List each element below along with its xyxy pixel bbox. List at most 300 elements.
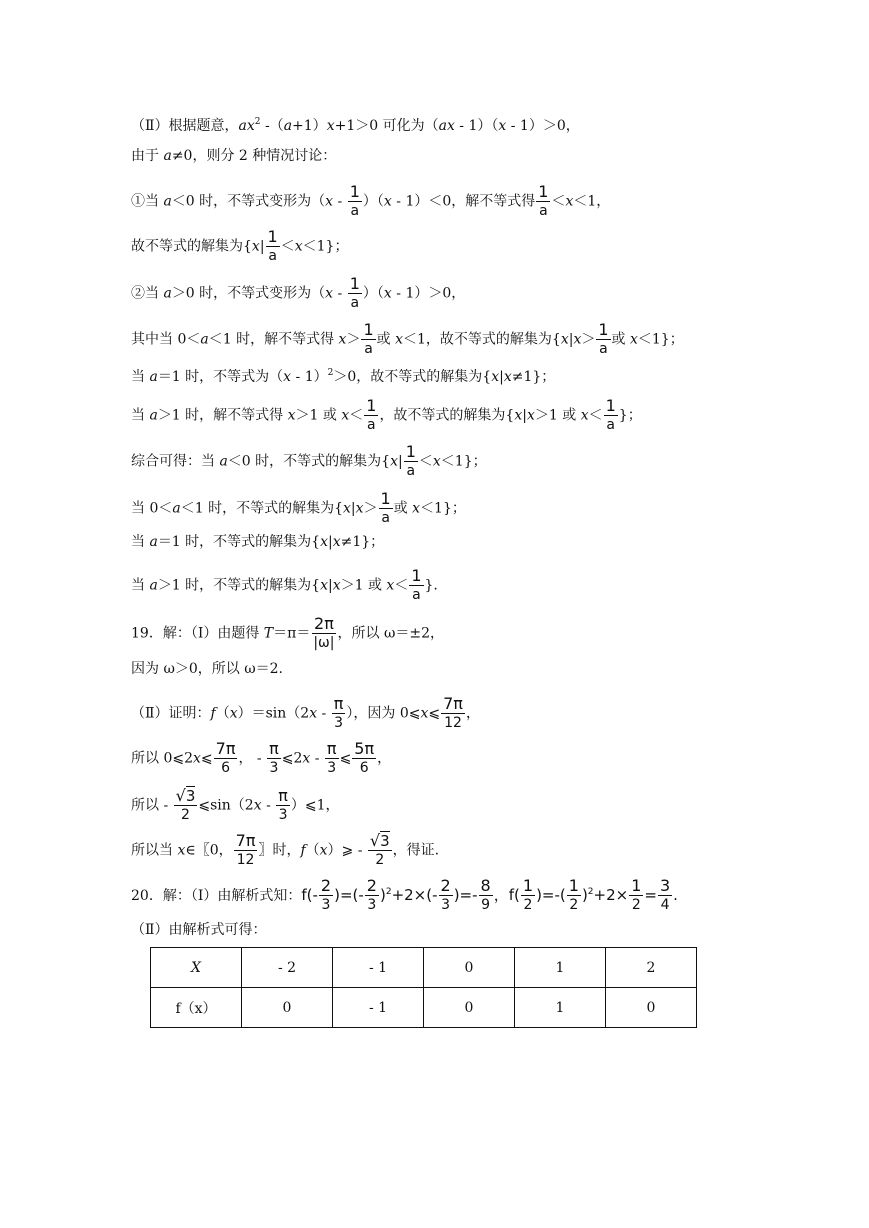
fraction	[536, 183, 550, 220]
var: x	[560, 331, 569, 348]
text: }；	[618, 407, 642, 424]
exponent: 2	[327, 368, 334, 378]
var: x	[526, 407, 535, 424]
var: x	[325, 193, 334, 210]
text: （	[305, 842, 320, 859]
text: |	[259, 238, 265, 255]
text: ＞1 或	[295, 407, 342, 424]
fraction	[604, 397, 618, 434]
fraction	[379, 490, 393, 527]
text-line-12	[131, 567, 438, 604]
fraction	[266, 228, 280, 265]
fraction	[441, 695, 465, 732]
denominator: 9	[481, 897, 491, 913]
denominator: 3	[269, 760, 279, 776]
var: x	[420, 705, 429, 722]
var: x	[302, 750, 311, 767]
text: ＜	[394, 577, 409, 594]
var: x	[320, 577, 328, 594]
denominator: 4	[660, 897, 670, 913]
numerator: 1	[349, 274, 360, 293]
text: ⩽	[200, 750, 213, 767]
var: a	[149, 534, 158, 550]
denominator: |ω|	[313, 635, 335, 651]
text: ＞1 或	[340, 577, 387, 594]
text-line-2	[131, 146, 336, 166]
text: ＜1，故不等式的解集为{	[402, 331, 561, 348]
text: +2×(-	[391, 886, 438, 904]
numerator: 1	[267, 227, 278, 246]
text: f(-	[301, 886, 318, 904]
denominator: a	[350, 203, 360, 219]
table-cell: - 1	[333, 948, 424, 988]
text: ＝1 时，不等式为（	[157, 369, 284, 385]
numerator: 7π	[443, 694, 463, 713]
var: x	[287, 407, 296, 424]
text: ，	[377, 750, 392, 767]
text: （	[215, 705, 230, 722]
text: |	[397, 453, 403, 470]
text: ，所以 ω＝±2，	[337, 625, 445, 642]
var: x	[491, 369, 500, 385]
var: x	[229, 705, 238, 722]
numerator: π	[333, 694, 344, 713]
text: （Ⅱ）根据题意，	[131, 118, 239, 134]
fraction	[439, 877, 453, 914]
text: ，得证.	[392, 842, 440, 859]
numerator: 1	[568, 876, 579, 895]
text: ＜1，	[573, 193, 611, 210]
denominator: 12	[236, 852, 255, 868]
denominator: a	[606, 417, 615, 433]
text: ＝1 时，不等式的解集为{	[157, 534, 321, 550]
text: ），因为 0⩽	[346, 705, 421, 722]
text-line-7	[131, 363, 555, 387]
fraction	[174, 787, 198, 824]
denominator: 3	[367, 897, 377, 913]
text: ＜0 时，不等式的解集为{	[227, 453, 391, 470]
var: a	[149, 577, 158, 594]
sqrt: √3	[175, 786, 196, 805]
fraction	[214, 740, 238, 777]
text-line-14	[131, 659, 283, 679]
text: ＞	[346, 331, 361, 348]
text: （Ⅱ）证明：	[131, 705, 211, 722]
var: x	[383, 285, 392, 302]
numerator: 1	[411, 566, 422, 585]
var: ax	[238, 118, 255, 134]
fraction	[348, 183, 362, 220]
numerator	[368, 832, 392, 851]
denominator: 6	[221, 760, 230, 776]
denominator: a	[406, 463, 416, 479]
numerator: 3	[659, 876, 671, 895]
text: }.	[424, 577, 438, 594]
text: -	[317, 705, 331, 722]
text: ，f(	[493, 886, 520, 904]
text: ，	[465, 705, 480, 722]
text: 当	[131, 407, 150, 424]
var: x	[629, 331, 638, 348]
text: 当	[131, 369, 150, 385]
text: ＜1 时，不等式的解集为{	[180, 500, 343, 517]
text: )=-	[453, 886, 478, 904]
fraction	[404, 443, 418, 480]
text: ）（	[362, 193, 384, 210]
var: x	[326, 118, 335, 134]
var: x	[503, 369, 512, 385]
denominator: a	[367, 417, 376, 433]
text-line-4	[131, 228, 348, 265]
var: x	[309, 705, 318, 722]
exponent: 2	[385, 887, 392, 897]
text: ， -	[238, 750, 267, 767]
text-line-20	[131, 920, 267, 940]
text: ＞	[581, 331, 596, 348]
var: x	[386, 577, 395, 594]
radicand: 3	[185, 787, 196, 805]
table-cell: - 1	[333, 988, 424, 1028]
var: a	[163, 148, 172, 164]
denominator: a	[599, 341, 608, 357]
table-cell: 0	[424, 988, 515, 1028]
var: x	[332, 534, 341, 550]
var: x	[498, 118, 507, 134]
value-table	[150, 947, 697, 1028]
fraction	[629, 877, 643, 914]
sqrt: √3	[369, 831, 390, 850]
text: - 1）＞0，	[391, 285, 466, 302]
text: ⩽sin（2	[198, 797, 254, 814]
var: a	[219, 453, 228, 470]
var: x	[332, 577, 341, 594]
exponent: 2	[254, 117, 261, 127]
denominator: 3	[321, 897, 331, 913]
fraction	[348, 275, 362, 312]
var: a	[200, 331, 209, 348]
text: ＞1 时，解不等式得	[157, 407, 288, 424]
text: 或	[611, 331, 630, 348]
numerator: 1	[349, 182, 360, 201]
table-cell: 1	[515, 988, 606, 1028]
text: ＞1 或	[534, 407, 581, 424]
numerator: 1	[405, 442, 416, 461]
text: ∈〖0，	[185, 842, 233, 859]
numerator: 2	[366, 876, 377, 895]
text: （Ⅱ）由解析式可得：	[131, 922, 267, 938]
text: - 1）（	[454, 118, 499, 134]
text-line-6	[131, 321, 684, 358]
text-line-9	[131, 443, 487, 480]
text: -	[333, 193, 347, 210]
table-cell: 0	[242, 988, 333, 1028]
text: ，故不等式的解集为{	[379, 407, 515, 424]
table-row	[151, 948, 697, 988]
denominator: a	[364, 341, 373, 357]
denominator: 2	[631, 897, 641, 913]
text: .	[673, 886, 678, 904]
text: )	[379, 886, 386, 904]
numerator	[174, 787, 198, 806]
text: +2×	[593, 886, 629, 904]
text-line-3	[131, 183, 610, 220]
denominator: 3	[278, 807, 288, 823]
fraction	[479, 877, 493, 914]
text: |	[522, 407, 527, 424]
text: ）⩾ -	[327, 842, 367, 859]
text: 当	[131, 534, 150, 550]
var: x	[565, 193, 574, 210]
var: x	[383, 193, 392, 210]
text-line-1	[131, 112, 580, 136]
exponent: 2	[587, 887, 594, 897]
denominator: a	[268, 248, 277, 264]
text: |	[499, 369, 504, 385]
text: ＜1 时，解不等式得	[208, 331, 339, 348]
text: ≠1}；	[511, 369, 556, 385]
text: - 1）＞0，	[506, 118, 580, 134]
var: x	[338, 331, 347, 348]
text: 综合可得：当	[131, 453, 220, 470]
text: 其中当 0＜	[131, 331, 201, 348]
text: 由于	[131, 148, 164, 164]
var: x	[253, 797, 262, 814]
numerator: 1	[366, 396, 377, 415]
text-line-11	[131, 532, 384, 552]
denominator: a	[381, 510, 390, 526]
text: ＞	[363, 500, 378, 517]
fraction	[364, 397, 378, 434]
text: ＞0 时，不等式变形为（	[171, 285, 326, 302]
numerator: 7π	[215, 739, 236, 758]
text: )	[581, 886, 588, 904]
numerator: 7π	[235, 831, 256, 850]
denominator: 2	[569, 897, 579, 913]
var: x	[341, 407, 350, 424]
fraction	[325, 740, 339, 777]
text: ＜	[588, 407, 603, 424]
text: ＜	[418, 453, 433, 470]
fraction	[596, 321, 610, 358]
formula	[301, 876, 678, 913]
numerator: 2	[320, 876, 332, 895]
fraction	[521, 877, 535, 914]
numerator: 1	[380, 489, 391, 508]
fraction	[311, 615, 336, 652]
fraction	[332, 695, 346, 732]
text-line-15	[131, 695, 480, 732]
denominator: 12	[444, 715, 462, 731]
var: x	[193, 750, 201, 767]
text: |	[327, 534, 333, 550]
numerator: 1	[598, 320, 609, 339]
text: 所以 -	[131, 797, 173, 814]
text: ＜	[280, 238, 295, 255]
text: ＜1}；	[637, 331, 684, 348]
numerator: π	[326, 739, 337, 758]
text: =	[644, 886, 657, 904]
fraction	[352, 740, 376, 777]
text: ＜	[551, 193, 566, 210]
numerator: 1	[538, 182, 549, 201]
text: |	[327, 577, 333, 594]
fraction	[276, 787, 290, 824]
text: ①当	[131, 193, 164, 210]
table-cell: 0	[424, 948, 515, 988]
numerator: 1	[522, 876, 534, 895]
text: ⩽	[339, 750, 352, 767]
text: 当	[131, 577, 150, 594]
numerator: 8	[480, 876, 491, 895]
text-line-8	[131, 397, 642, 434]
text: ＞0，故不等式的解集为{	[333, 369, 492, 385]
text: )=-(	[536, 886, 566, 904]
text: ＜0 时，不等式变形为（	[171, 193, 326, 210]
text: - 1）	[291, 369, 328, 385]
var: x	[573, 331, 582, 348]
var: x	[177, 842, 186, 859]
text: ）⩽1，	[290, 797, 340, 814]
text: 20．解：（Ⅰ）由解析式知：	[131, 888, 302, 904]
var: a	[283, 118, 293, 134]
text: 19．解：（Ⅰ）由题得	[131, 625, 264, 642]
text-line-17	[131, 787, 340, 824]
var: f	[300, 842, 306, 859]
var: ax	[438, 118, 455, 134]
fraction	[319, 877, 333, 914]
denominator: 3	[334, 715, 344, 731]
radicand: 3	[380, 832, 390, 850]
fraction	[361, 321, 375, 358]
text: )=(-	[334, 886, 364, 904]
var: x	[251, 238, 260, 255]
text: 或	[393, 500, 413, 517]
text: 〗时，	[258, 842, 301, 859]
var: x	[432, 453, 441, 470]
var: a	[172, 500, 181, 517]
numerator: 1	[363, 320, 374, 339]
table-cell: f（x）	[151, 988, 242, 1028]
denominator: 6	[359, 760, 369, 776]
text: -	[333, 285, 347, 302]
numerator: 1	[631, 876, 642, 895]
text: ）＝sin（2	[237, 705, 310, 722]
var: a	[149, 407, 158, 424]
var: x	[319, 842, 328, 859]
fraction	[234, 832, 258, 869]
var: x	[514, 407, 523, 424]
var: x	[325, 285, 334, 302]
text: ＜1}；	[420, 500, 466, 517]
denominator: 2	[375, 852, 385, 868]
var: x	[412, 500, 421, 517]
numerator: π	[278, 786, 288, 805]
var: x	[342, 500, 351, 517]
text: ＜1}；	[302, 238, 349, 255]
numerator: 2π	[314, 614, 334, 633]
var: a	[163, 193, 172, 210]
text-line-18	[131, 832, 439, 869]
fraction	[267, 740, 281, 777]
fraction	[409, 567, 423, 604]
text: ⩽	[428, 705, 441, 722]
denominator: 3	[327, 760, 337, 776]
text: ＝π＝	[273, 625, 311, 642]
denominator: a	[350, 295, 360, 311]
text: - 1）＜0，解不等式得	[391, 193, 536, 210]
table-cell: 1	[515, 948, 606, 988]
text: ⩽2	[281, 750, 303, 767]
denominator: a	[412, 587, 421, 603]
text: 所以 0⩽2	[131, 750, 193, 767]
var: a	[163, 285, 172, 302]
text: 当 0＜	[131, 500, 173, 517]
table-row	[151, 988, 697, 1028]
text-line-5	[131, 275, 465, 312]
var: x	[580, 407, 589, 424]
denominator: 2	[181, 807, 190, 823]
var: x	[283, 369, 292, 385]
text: -	[310, 750, 324, 767]
fraction	[368, 832, 392, 869]
text: |	[568, 331, 574, 348]
text: ）（	[362, 285, 384, 302]
var: f	[210, 705, 216, 722]
numerator: 1	[605, 396, 616, 415]
var: x	[390, 453, 398, 470]
denominator: a	[539, 203, 548, 219]
var: x	[395, 331, 403, 348]
fraction	[365, 877, 379, 914]
var: a	[149, 369, 158, 385]
table-cell: 0	[606, 988, 697, 1028]
var: x	[294, 238, 303, 255]
text-line-10	[131, 490, 466, 527]
denominator: 2	[523, 897, 533, 913]
text-line-16	[131, 740, 391, 777]
fraction	[658, 877, 672, 914]
fraction	[567, 877, 581, 914]
numerator: π	[269, 739, 279, 758]
text: ＜1}；	[440, 453, 487, 470]
numerator: 2	[440, 876, 451, 895]
text: 或	[376, 331, 396, 348]
var: x	[355, 500, 364, 517]
table-cell: 2	[606, 948, 697, 988]
text: -	[261, 797, 276, 814]
text-line-19	[131, 877, 678, 914]
text: ≠1}；	[340, 534, 385, 550]
text: -（	[260, 118, 284, 134]
text: 因为 ω＞0，所以 ω＝2.	[131, 661, 283, 677]
text: 故不等式的解集为{	[131, 238, 252, 255]
var: T	[263, 625, 274, 642]
denominator: 3	[441, 897, 451, 913]
numerator: 5π	[354, 739, 375, 758]
text: +1＞0 可化为（	[334, 118, 439, 134]
text: +1）	[292, 118, 327, 134]
text: ≠0，则分 2 种情况讨论：	[171, 148, 337, 164]
text: ②当	[131, 285, 164, 302]
table-cell: - 2	[242, 948, 333, 988]
text: ＜	[349, 407, 364, 424]
text-line-13	[131, 615, 444, 652]
table-cell: X	[151, 948, 242, 988]
text: ＞1 时，不等式的解集为{	[157, 577, 321, 594]
text: 所以当	[131, 842, 178, 859]
var: x	[320, 534, 328, 550]
text: |	[350, 500, 356, 517]
